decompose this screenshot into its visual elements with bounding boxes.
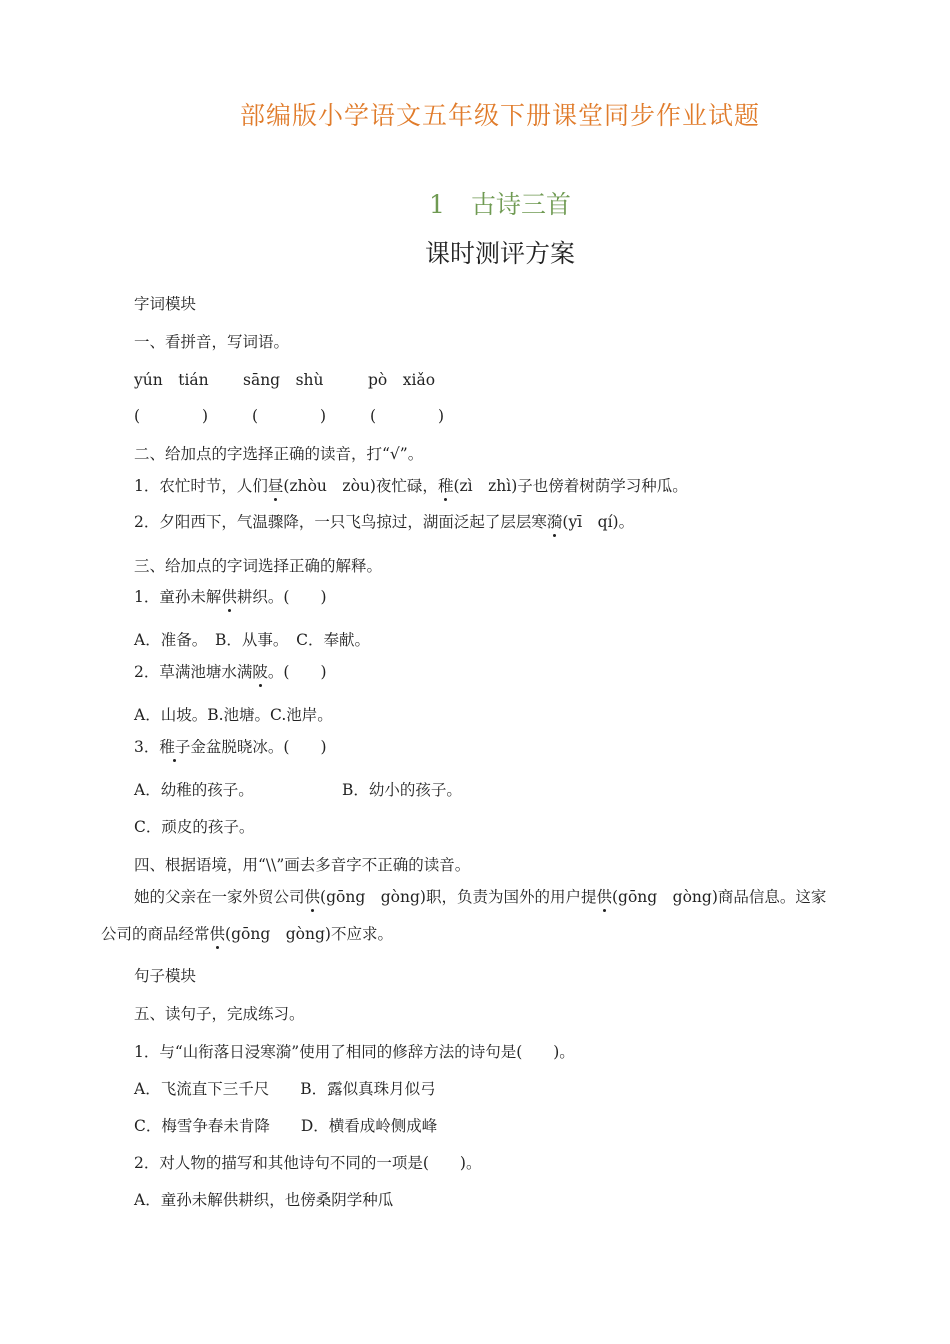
pinyin-3: pò xiǎo: [368, 371, 436, 389]
question-5-prompt: 五、读句子，完成练习。: [134, 1005, 305, 1023]
dotted-char: 漪: [546, 513, 563, 531]
question-3-item-2: 2．草满池塘水满陂。( ): [134, 663, 327, 681]
question-2-item-2: 2．夕阳西下，气温骤降，一只飞鸟掠过，湖面泛起了层层寒漪(yī qí)。: [134, 513, 635, 531]
pinyin-2: sāng shù: [243, 371, 324, 389]
dotted-char: 昼: [267, 477, 284, 495]
answer-blank-3[interactable]: ( ): [370, 407, 445, 425]
question-4-paragraph-line-2: 公司的商品经常供(gōng gòng)不应求。: [101, 925, 393, 943]
dotted-char: 供: [209, 925, 226, 943]
section-subtitle: 课时测评方案: [424, 239, 575, 268]
dotted-char: 供: [304, 888, 321, 906]
lesson-name: 古诗三首: [470, 190, 571, 219]
question-3-item-3-option-b: B．幼小的孩子。: [342, 781, 462, 799]
question-5-item-2: 2．对人物的描写和其他诗句不同的一项是( )。: [134, 1154, 482, 1172]
question-3-prompt: 三、给加点的字词选择正确的解释。: [134, 557, 383, 575]
question-1-prompt: 一、看拼音，写词语。: [134, 333, 290, 351]
question-5-item-1: 1．与“山衔落日浸寒漪”使用了相同的修辞方法的诗句是( )。: [134, 1043, 575, 1061]
answer-blank-1[interactable]: ( ): [134, 407, 209, 425]
dotted-char: 供: [596, 888, 612, 906]
dotted-char: 供: [221, 588, 237, 606]
question-3-item-2-options: A．山坡。B.池塘。C.池岸。: [134, 706, 333, 724]
question-5-item-1-options-row-1: A．飞流直下三千尺 B．露似真珠月似弓: [134, 1080, 436, 1098]
dotted-char: 陂: [252, 663, 268, 681]
question-4-paragraph-line-1: 她的父亲在一家外贸公司供(gōng gòng)职，负责为国外的用户提供(gōng gòng)商品信息。这家: [134, 888, 827, 906]
pinyin-1: yún tián: [134, 371, 209, 389]
dotted-char: 稚: [437, 477, 454, 495]
document-title: 部编版小学语文五年级下册课堂同步作业试题: [239, 101, 760, 130]
question-3-item-3-option-a: A．幼稚的孩子。: [134, 781, 254, 799]
module-heading-sentences: 句子模块: [134, 967, 197, 985]
question-3-item-1-options: A．准备。 B．从事。 C．奉献。: [134, 631, 370, 649]
question-3-item-3-option-c: C．顽皮的孩子。: [134, 818, 255, 836]
question-3-item-3: 3．稚子金盆脱晓冰。( ): [134, 738, 327, 756]
question-2-prompt: 二、给加点的字选择正确的读音，打“√”。: [134, 445, 424, 463]
question-5-item-1-options-row-2: C．梅雪争春未肯降 D．横看成岭侧成峰: [134, 1117, 438, 1135]
question-4-prompt: 四、根据语境，用“\\”画去多音字不正确的读音。: [134, 856, 471, 874]
lesson-number: 1: [429, 190, 445, 219]
module-heading-words: 字词模块: [134, 295, 197, 313]
question-5-item-2-option-a: A．童孙未解供耕织，也傍桑阴学种瓜: [134, 1191, 394, 1209]
lesson-title: [0, 185, 950, 221]
question-2-item-1: 1．农忙时节，人们昼(zhòu zòu)夜忙碌，稚(zì zhì)子也傍着树荫学习种瓜。: [134, 477, 688, 495]
question-3-item-1: 1．童孙未解供耕织。( ): [134, 588, 327, 606]
dotted-char: 稚子: [159, 738, 191, 756]
answer-blank-2[interactable]: ( ): [252, 407, 327, 425]
